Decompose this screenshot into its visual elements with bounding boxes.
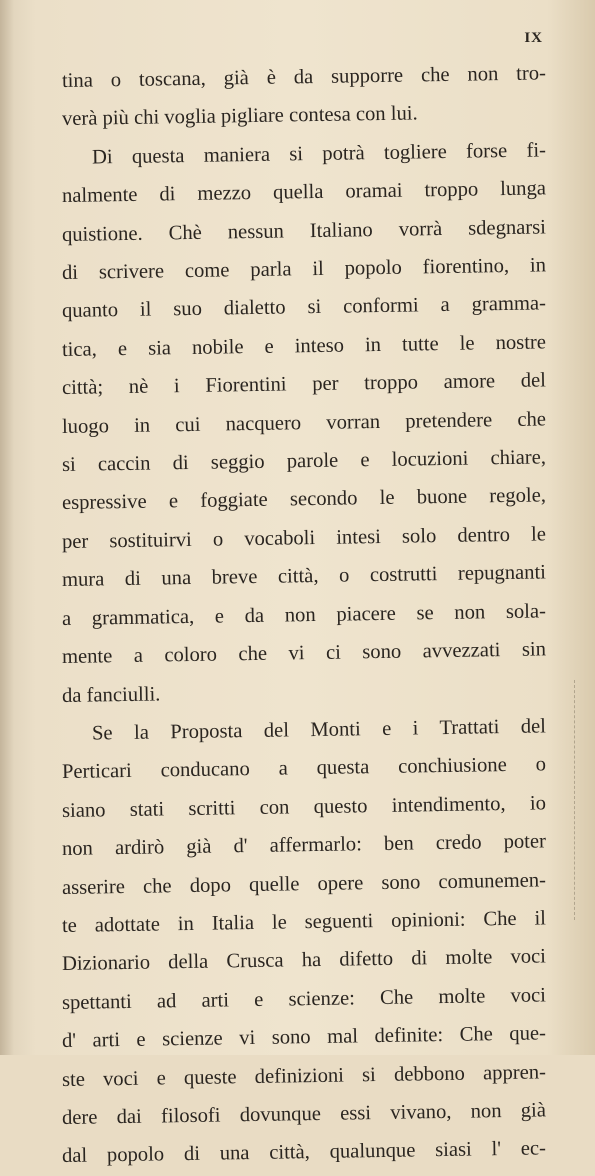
page-number: IX <box>524 30 543 46</box>
text-line: città; nè i Fiorentini per troppo amore del <box>61 369 547 400</box>
text-line: nalmente di mezzo quella oramai troppo lunga <box>61 177 547 208</box>
text-line: d' arti e scienze vi sono mal definite: Che que- <box>61 1022 547 1053</box>
text-line: dere dai filosofi dovunque essi vivano, non già <box>61 1099 547 1129</box>
text-line: mente a coloro che vi ci sono avvezzati sin <box>61 638 547 669</box>
spine-shadow <box>0 0 14 1055</box>
text-line: per sostituirvi o vocaboli intesi solo dentro le <box>61 523 547 553</box>
body-text <box>62 62 546 1176</box>
text-line: mura di una breve città, o costrutti repugnanti <box>61 561 547 592</box>
text-line: asserire che dopo quelle opere sono comunemen- <box>61 868 547 899</box>
text-line: da fanciulli. <box>61 682 161 707</box>
text-line: verà più chi voglia pigliare contesa con lui. <box>61 102 418 131</box>
text-line: a grammatica, e da non piacere se non sola- <box>61 600 547 630</box>
text-line: Se la Proposta del Monti e i Trattati del <box>91 715 547 745</box>
text-line: Perticari conducano a questa conchiusione o <box>61 753 547 784</box>
text-line: luogo in cui nacquero vorran pretendere che <box>61 408 547 438</box>
text-line: quistione. Chè nessun Italiano vorrà sdegnarsi <box>61 216 547 246</box>
text-line: non ardirò già d' affermarlo: ben credo poter <box>61 830 547 861</box>
text-line: tica, e sia nobile e inteso in tutte le nostre <box>61 331 547 361</box>
text-line: di scrivere come parla il popolo fiorentino, in <box>61 254 547 285</box>
text-line: quanto il suo dialetto si conformi a gramma- <box>61 292 547 323</box>
text-line: siano stati scritti con questo intendimento, io <box>61 792 547 822</box>
text-line: Dizionario della Crusca ha difetto di molte voci <box>61 945 547 976</box>
text-line: ste voci e queste definizioni si debbono appren- <box>61 1060 547 1091</box>
text-line: Di questa maniera si potrà togliere forse fi- <box>91 139 547 169</box>
text-line: espressive e foggiate secondo le buone regole, <box>61 484 547 515</box>
text-line: tina o toscana, già è da supporre che non tro- <box>61 62 547 92</box>
text-line: si caccin di seggio parole e locuzioni chiare, <box>61 446 547 477</box>
text-line: te adottate in Italia le seguenti opinioni: Che il <box>61 907 547 937</box>
text-line: spettanti ad arti e scienze: Che molte voci <box>61 984 547 1014</box>
text-line: dal popolo di una città, qualunque siasi l' ec- <box>61 1137 547 1168</box>
page-edge-mark <box>574 680 577 920</box>
